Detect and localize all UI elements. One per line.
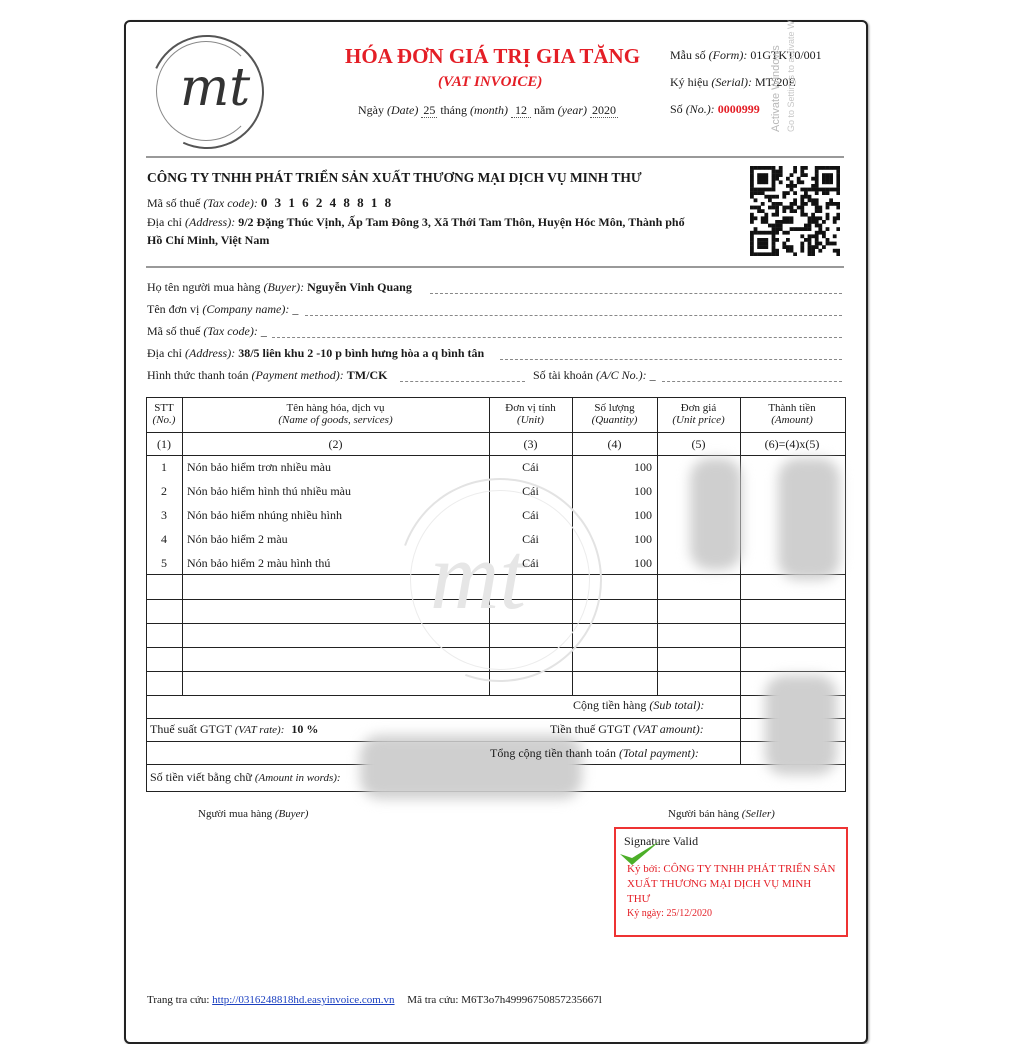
buyer-signature-label: Người mua hàng (Buyer) xyxy=(198,808,309,820)
seller-address-line2: Hồ Chí Minh, Việt Nam xyxy=(147,233,270,247)
redacted-totals xyxy=(765,675,837,775)
seller-tax-code: Mã số thuế (Tax code): 0 3 1 6 2 4 8 8 1 8 xyxy=(147,195,394,210)
activation-watermark-2: Go to Settings to activate W xyxy=(786,20,796,132)
seller-company-name: CÔNG TY TNHH PHÁT TRIỂN SẢN XUẤT THƯƠNG MẠI DỊCH VỤ MINH THƯ xyxy=(147,170,642,185)
payment-method-row: Hình thức thanh toán (Payment method): TM/CK xyxy=(147,368,388,382)
header-divider xyxy=(146,156,844,158)
buyer-address-row: Địa chỉ (Address): 38/5 liên khu 2 -10 p bình hưng hòa a q bình tân xyxy=(147,346,485,360)
seller-divider xyxy=(146,266,844,268)
vat-rate: Thuế suất GTGT (VAT rate): 10 % xyxy=(150,722,319,736)
col-num-4: (4) xyxy=(607,437,622,451)
buyer-tax-row: Mã số thuế (Tax code): _ xyxy=(147,324,267,338)
col-header-unit: Đơn vị tính (Unit) xyxy=(505,402,556,426)
lookup-link[interactable]: http://0316248818hd.easyinvoice.com.vn xyxy=(212,994,395,1006)
col-header-stt: STT (No.) xyxy=(152,402,176,426)
col-header-name: Tên hàng hóa, dịch vụ (Name of goods, services) xyxy=(278,402,393,426)
invoice-date: Ngày (Date) 25 tháng (month) 12 năm (year) 2020 xyxy=(358,103,616,117)
seller-signature-label: Người bán hàng (Seller) xyxy=(668,808,775,820)
col-num-5: (5) xyxy=(691,437,706,451)
activation-watermark: Activate Windows xyxy=(770,45,782,132)
col-header-quantity: Số lượng (Quantity) xyxy=(591,402,638,426)
col-num-2: (2) xyxy=(328,437,343,451)
col-num-1: (1) xyxy=(157,437,171,451)
redacted-unit-price xyxy=(690,458,742,570)
lookup-row: Trang tra cứu: http://0316248818hd.easyinvoice.com.vn Mã tra cứu: M6T3o7h49996750857235667l xyxy=(147,994,602,1006)
buyer-name-row: Họ tên người mua hàng (Buyer): Nguyễn Vinh Quang xyxy=(147,280,412,294)
buyer-company-row: Tên đơn vị (Company name): _ xyxy=(147,302,299,316)
subtotal-label: Cộng tiền hàng (Sub total): xyxy=(573,698,705,712)
redacted-amount xyxy=(778,458,840,580)
col-header-unit-price: Đơn giá (Unit price) xyxy=(672,402,725,426)
total-payment-label: Tổng cộng tiền thanh toán (Total payment): xyxy=(490,746,699,760)
col-header-amount: Thành tiền (Amount) xyxy=(768,402,816,426)
col-num-3: (3) xyxy=(523,437,538,451)
qr-code xyxy=(750,166,840,256)
form-number: Mẫu số (Form): 01GTKT0/001 xyxy=(670,48,822,62)
vat-amount-label: Tiền thuế GTGT (VAT amount): xyxy=(550,722,704,736)
signed-date: Ký ngày: 25/12/2020 xyxy=(627,908,712,919)
col-num-6: (6)=(4)x(5) xyxy=(764,437,820,451)
signature-valid-text: Signature Valid xyxy=(624,834,699,848)
seller-address: Địa chỉ (Address): 9/2 Đặng Thúc Vịnh, Ấp Tam Đông 3, Xã Thới Tam Thôn, Huyện Hóc Môn, Thành phố xyxy=(147,215,685,229)
invoice-title: HÓA ĐƠN GIÁ TRỊ GIA TĂNG xyxy=(345,44,641,68)
serial-number: Ký hiệu (Serial): MT/20E xyxy=(670,75,796,89)
redacted-amount-words xyxy=(360,735,582,799)
invoice-number: Số (No.): 0000999 xyxy=(670,102,760,116)
amount-in-words-label: Số tiền viết bằng chữ (Amount in words): xyxy=(150,770,341,784)
invoice-subtitle: (VAT INVOICE) xyxy=(438,74,543,90)
account-number-row: Số tài khoản (A/C No.): _ xyxy=(533,368,656,382)
signed-by-text: Ký bởi: CÔNG TY TNHH PHÁT TRIỂN SẢN XUẤT THƯƠNG MẠI DỊCH VỤ MINH THƯ xyxy=(627,863,836,905)
logo-text: mt xyxy=(180,58,251,118)
